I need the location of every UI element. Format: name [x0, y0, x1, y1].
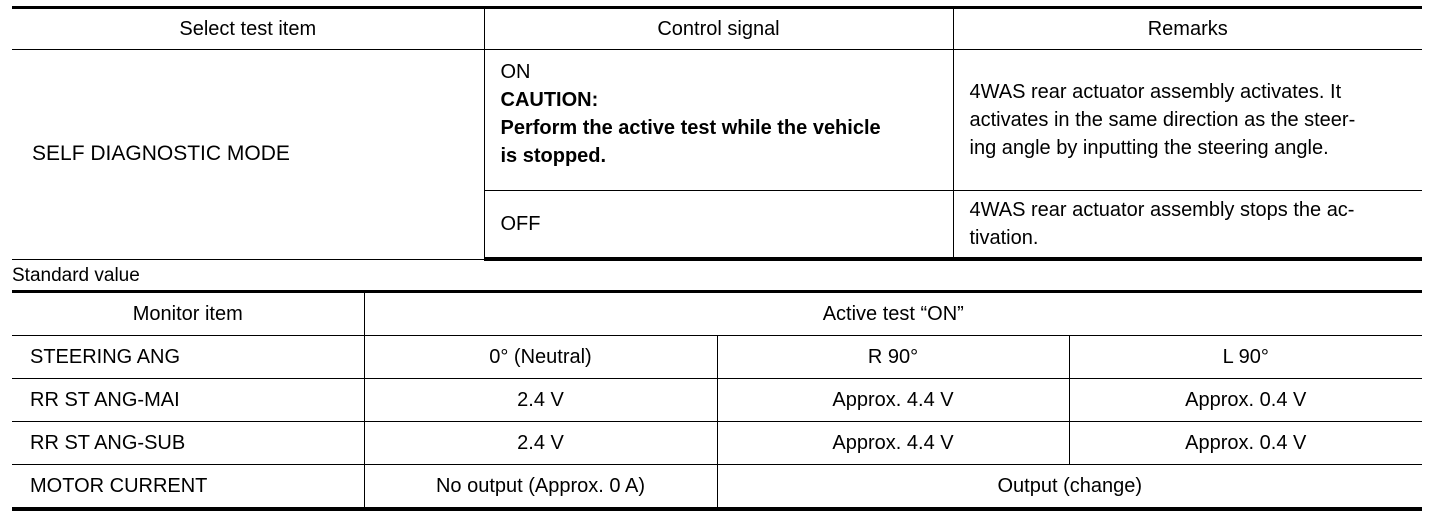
- table-row: [12, 379, 1422, 422]
- header-select-test-item: Select test item: [12, 8, 484, 50]
- header-remarks: Remarks: [953, 8, 1422, 50]
- active-test-table: [12, 6, 1422, 261]
- caution-text-line-1: Perform the active test while the vehicle: [500, 117, 881, 139]
- value-cell: Approx. 0.4 V: [1069, 422, 1422, 465]
- value-cell: Output (change): [717, 465, 1422, 510]
- table-row: [12, 336, 1422, 379]
- standard-value-table: [12, 290, 1422, 511]
- value-cell: Approx. 4.4 V: [717, 379, 1069, 422]
- remark-on-line-2: activates in the same direction as the steer-: [969, 109, 1356, 131]
- control-signal-on-cell: [484, 50, 953, 191]
- remark-on-line-3: ing angle by inputting the steering angle.: [969, 137, 1329, 159]
- caution-label: CAUTION:: [500, 89, 599, 111]
- value-cell: 2.4 V: [364, 422, 717, 465]
- value-cell: 0° (Neutral): [364, 336, 717, 379]
- standard-value-caption: Standard value: [12, 265, 140, 286]
- table-header-row: [12, 292, 1422, 336]
- header-active-test-on: Active test “ON”: [364, 292, 1422, 336]
- table-header-row: [12, 8, 1422, 50]
- table-row: [12, 422, 1422, 465]
- value-cell: 2.4 V: [364, 379, 717, 422]
- value-cell: No output (Approx. 0 A): [364, 465, 717, 510]
- caution-text-line-2: is stopped.: [500, 145, 607, 167]
- monitor-item-cell: RR ST ANG-MAI: [12, 379, 364, 422]
- value-cell: Approx. 0.4 V: [1069, 379, 1422, 422]
- test-item-cell: SELF DIAGNOSTIC MODE: [12, 50, 484, 260]
- remarks-off-cell: [953, 191, 1422, 260]
- value-cell: L 90°: [1069, 336, 1422, 379]
- monitor-item-cell: STEERING ANG: [12, 336, 364, 379]
- table-row: [12, 50, 1422, 191]
- header-monitor-item: Monitor item: [12, 292, 364, 336]
- control-signal-off-cell: OFF: [484, 191, 953, 260]
- remarks-on-cell: [953, 50, 1422, 191]
- value-cell: Approx. 4.4 V: [717, 422, 1069, 465]
- monitor-item-cell: MOTOR CURRENT: [12, 465, 364, 510]
- signal-on-label: ON: [500, 61, 531, 83]
- table-row: [12, 465, 1422, 510]
- monitor-item-cell: RR ST ANG-SUB: [12, 422, 364, 465]
- remark-off-line-2: tivation.: [969, 227, 1039, 249]
- value-cell: R 90°: [717, 336, 1069, 379]
- remark-off-line-1: 4WAS rear actuator assembly stops the ac-: [969, 199, 1355, 221]
- header-control-signal: Control signal: [484, 8, 953, 50]
- remark-on-line-1: 4WAS rear actuator assembly activates. It: [969, 81, 1342, 103]
